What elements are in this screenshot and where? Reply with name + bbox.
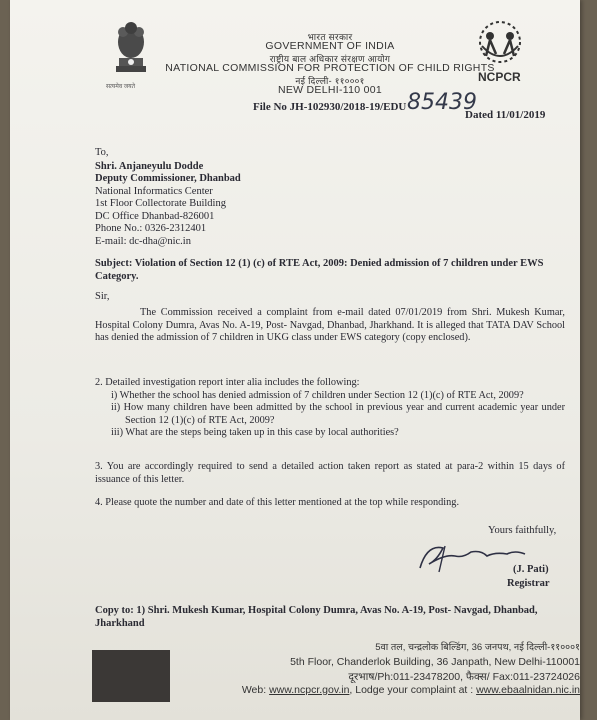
closing-phrase: Yours faithfully, [488, 525, 557, 536]
footer-image [92, 650, 170, 702]
signatory-title: Registrar [507, 578, 550, 589]
hindi-commission-title: राष्ट्रीय बाल अधिकार संरक्षण आयोग [269, 54, 391, 64]
recipient-name: Shri. Anjaneyulu Dodde [95, 160, 204, 172]
address-line: National Informatics Center [95, 185, 213, 197]
file-number: File No JH-102930/2018-19/EDU [253, 101, 407, 113]
recipient-phone: Phone No.: 0326-2312401 [95, 223, 207, 234]
signatory-name: (J. Pati) [513, 564, 549, 575]
footer-address: 5th Floor, Chanderlok Building, 36 Janpath, New Delhi-110001 [290, 656, 580, 668]
footer-hindi-address: 5वा तल, चन्द्रलोक बिल्डिंग, 36 जनपथ, नई दिल्ली-११०००१ [375, 642, 580, 653]
recipient-email: E-mail: dc-dha@nic.in [95, 235, 191, 247]
letter-page [10, 0, 580, 720]
complaint-link[interactable]: www.ebaalnidan.nic.in [476, 684, 580, 696]
salutation: Sir, [95, 291, 110, 302]
handwritten-number: 85439 [407, 90, 477, 115]
emblem-caption: सत्यमेव जयते [106, 84, 136, 90]
hindi-city: नई दिल्ली- ११०००१ [295, 76, 365, 86]
footer-web [200, 684, 580, 696]
paragraph-1: The Commission received a complaint from e-mail dated 07/01/2019 from Shri. Mukesh Kumar, Hospital Colony Dumra, Avas No. A-19, Post- Navgad, Dhanbad, Jharkhand. It is alleged that TATA DAV School has denied the admission of 7 children in UKG class under EWS category (copy enclosed). [95, 307, 565, 343]
address-line: DC Office Dhanbad-826001 [95, 210, 215, 222]
paragraph-2-intro: 2. Detailed investigation report inter alia includes the following: [95, 377, 360, 388]
recipient-address [95, 147, 515, 248]
address-line: 1st Floor Collectorate Building [95, 198, 226, 209]
question-item: i) Whether the school has denied admission of 7 children under Section 12 (1)(c) of RTE Act, 2009? [111, 389, 524, 401]
hindi-govt-title: भारत सरकार [307, 32, 353, 42]
paragraph-3: 3. You are accordingly required to send a detailed action taken report as stated at para-2 within 15 days of issuance of this letter. [95, 461, 565, 485]
copy-to: Copy to: 1) Shri. Mukesh Kumar, Hospital Colony Dumra, Avas No. A-19, Post- Navgad, Dhanbad, Jharkhand [95, 605, 538, 629]
lodge-text: , Lodge your complaint at : [349, 684, 474, 696]
web-label: Web: [241, 684, 267, 696]
paragraph-2 [95, 377, 565, 440]
footer-phone: दूरभाष/Ph:011-23478200, फैक्स/ Fax:011-23724026 [348, 671, 580, 683]
to-label: To, [95, 147, 109, 158]
letter-date: Dated 11/01/2019 [465, 109, 546, 121]
website-link[interactable]: www.ncpcr.gov.in [269, 684, 350, 696]
paragraph-4: 4. Please quote the number and date of this letter mentioned at the top while responding. [95, 497, 460, 508]
national-emblem-icon [110, 20, 152, 82]
subject-line: Subject: Violation of Section 12 (1) (c) of RTE Act, 2009: Denied admission of 7 children under EWS Category. [95, 258, 544, 282]
recipient-designation: Deputy Commissioner, Dhanbad [95, 173, 241, 184]
ncpcr-logo-text: NCPCR [478, 70, 521, 84]
commission-title: NATIONAL COMMISSION FOR PROTECTION OF CHILD RIGHTS [165, 62, 495, 74]
question-item: iii) What are the steps being taken up in this case by local authorities? [111, 427, 399, 438]
govt-title: GOVERNMENT OF INDIA [265, 40, 395, 52]
city: NEW DELHI-110 001 [277, 84, 383, 96]
question-item: ii) How many children have been admitted by the school in previous year and current academic year under Section 12 (1)(c) of RTE Act, 2009? [111, 402, 565, 426]
